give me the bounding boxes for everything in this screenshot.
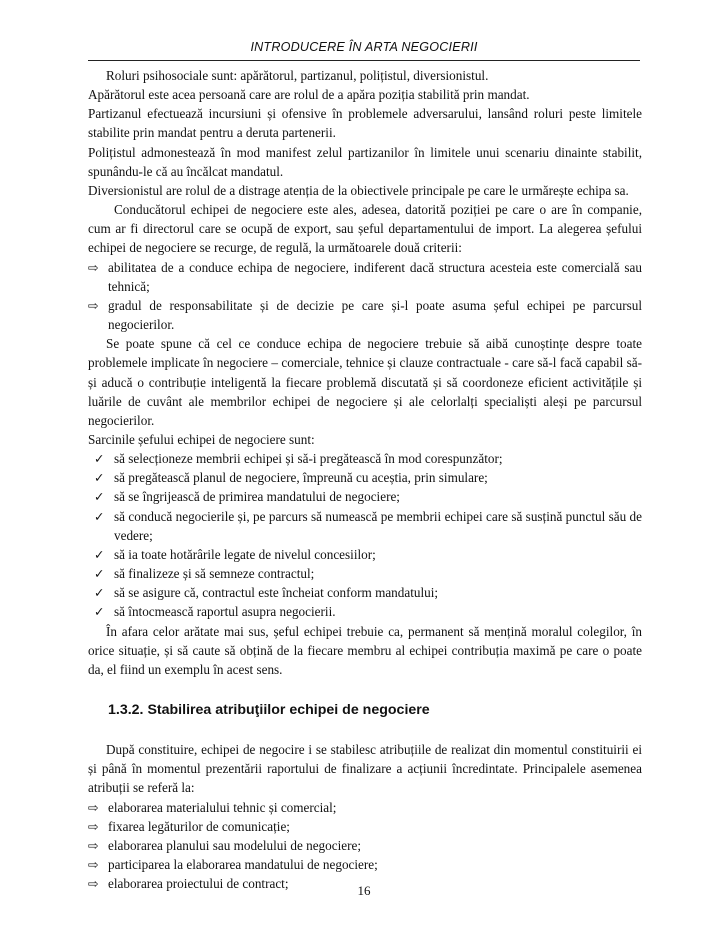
arrow-right-icon: ⇨ [88,259,99,275]
list-item-text: elaborarea proiectului de contract; [108,876,289,892]
checkmark-icon: ✓ [94,566,105,582]
list-item [88,855,642,874]
attributions-list [88,798,642,894]
running-header: INTRODUCERE ÎN ARTA NEGOCIERII [250,40,478,54]
list-item [88,258,642,296]
paragraph: Polițistul admonestează în mod manifest zelul partizanilor în limitele unui scenariu dinainte stabilit, spunându-le că au încălcat mandatul. [88,144,642,179]
checkmark-icon: ✓ [94,546,105,562]
list-item [88,545,642,564]
list-item-text: să selecționeze membrii echipei și să-i pregătească în mod corespunzător; [114,451,503,467]
section-heading: 1.3.2. Stabilirea atribuţiilor echipei de negociere [108,702,430,718]
paragraph: Apărătorul este acea persoană care are rolul de a apăra poziția stabilită prin mandat. [88,87,530,103]
paragraph: Se poate spune că cel ce conduce echipa de negociere trebuie să aibă cunoștințe despre toate problemele implicate în negociere – comerciale, tehnice și clauze contractuale - care să-l facă capabil să-și aducă o contribuție inteligentă la fiecare problemă discutată și să coordoneze eficient activitățile și luările de cuvânt ale membrilor echipei de negociere și ale celorlalți specialiști aleși pe parcursul negocierilor. [88,336,642,428]
checkmark-icon: ✓ [94,508,105,524]
criteria-list [88,258,642,335]
list-item-text: să ia toate hotărârile legate de nivelul concesiilor; [114,546,376,562]
list-item-text: să finalizeze și să semneze contractul; [114,566,315,582]
paragraph: După constituire, echipei de negocire i se stabilesc atribuțiile de realizat din momentul constituirii ei și până în momentul prezentării raportului de finalizare a acțiunii încredintate. Principalele asemenea atribuții se referă la: [88,742,642,796]
list-item [88,817,642,836]
page-number: 16 [357,883,371,898]
paragraph: Diversionistul are rolul de a distrage atenția de la obiectivele principale pe care le urmărește echipa sa. [88,182,629,198]
list-item [88,798,642,817]
list-item-text: să pregătească planul de negociere, împreună cu aceștia, prin simulare; [114,470,488,486]
checkmark-icon: ✓ [94,470,105,486]
list-item [88,449,642,468]
checkmark-icon: ✓ [94,604,105,620]
list-item-text: abilitatea de a conduce echipa de negociere, indiferent dacă structura acesteia este comercială sau tehnică; [108,259,642,294]
paragraph: Conducătorul echipei de negociere este ales, adesea, datorită poziției pe care o are în companie, cum ar fi directorul care se ocupă de export, sau șeful departamentului de import. La alegerea șefului echipei de negociere se recurge, de regulă, la următoarele două criterii: [88,202,642,256]
list-item-text: elaborarea planului sau modelului de negociere; [108,837,362,853]
arrow-right-icon: ⇨ [88,297,99,313]
arrow-right-icon: ⇨ [88,876,99,892]
list-item [88,602,642,621]
arrow-right-icon: ⇨ [88,837,99,853]
list-item-text: să se îngrijească de primirea mandatului de negociere; [114,489,400,505]
paragraph: Sarcinile șefului echipei de negociere sunt: [88,431,315,447]
page-body [88,66,642,893]
arrow-right-icon: ⇨ [88,857,99,873]
paragraph: În afara celor arătate mai sus, șeful echipei trebuie ca, permanent să mențină moralul colegilor, în orice situație, și să caute să obțină de la fiecare membru al echipei contribuția maximă pe care o poate da, el fiind un exemplu în acest sens. [88,623,642,677]
list-item [88,468,642,487]
paragraph: Roluri psihosociale sunt: apărătorul, partizanul, polițistul, diversionistul. [106,68,489,83]
list-item [88,296,642,334]
list-item [88,487,642,506]
list-item-text: participarea la elaborarea mandatului de negociere; [108,857,378,873]
list-item [88,564,642,583]
list-item [88,507,642,545]
list-item-text: să întocmească raportul asupra negocierii. [114,604,336,620]
checkmark-icon: ✓ [94,585,105,601]
list-item-text: să conducă negocierile și, pe parcurs să numească pe membrii echipei care să susțină punctul său de vedere; [114,508,642,543]
arrow-right-icon: ⇨ [88,818,99,834]
header-rule [88,60,640,61]
checkmark-icon: ✓ [94,489,105,505]
list-item-text: elaborarea materialului tehnic și comercial; [108,799,337,815]
list-item-text: să se asigure că, contractul este încheiat conform mandatului; [114,585,439,601]
list-item-text: fixarea legăturilor de comunicație; [108,818,290,834]
checkmark-icon: ✓ [94,451,105,467]
list-item [88,583,642,602]
list-item-text: gradul de responsabilitate și de decizie pe care și-l poate asuma șeful echipei pe parcursul negocierilor. [108,297,642,333]
tasks-list [88,449,642,621]
list-item [88,836,642,855]
paragraph: Partizanul efectuează incursiuni și ofensive în problemele adversarului, lansând roluri peste limitele stabilite prin mandat pentru a deruta partenerii. [88,106,642,141]
arrow-right-icon: ⇨ [88,799,99,815]
